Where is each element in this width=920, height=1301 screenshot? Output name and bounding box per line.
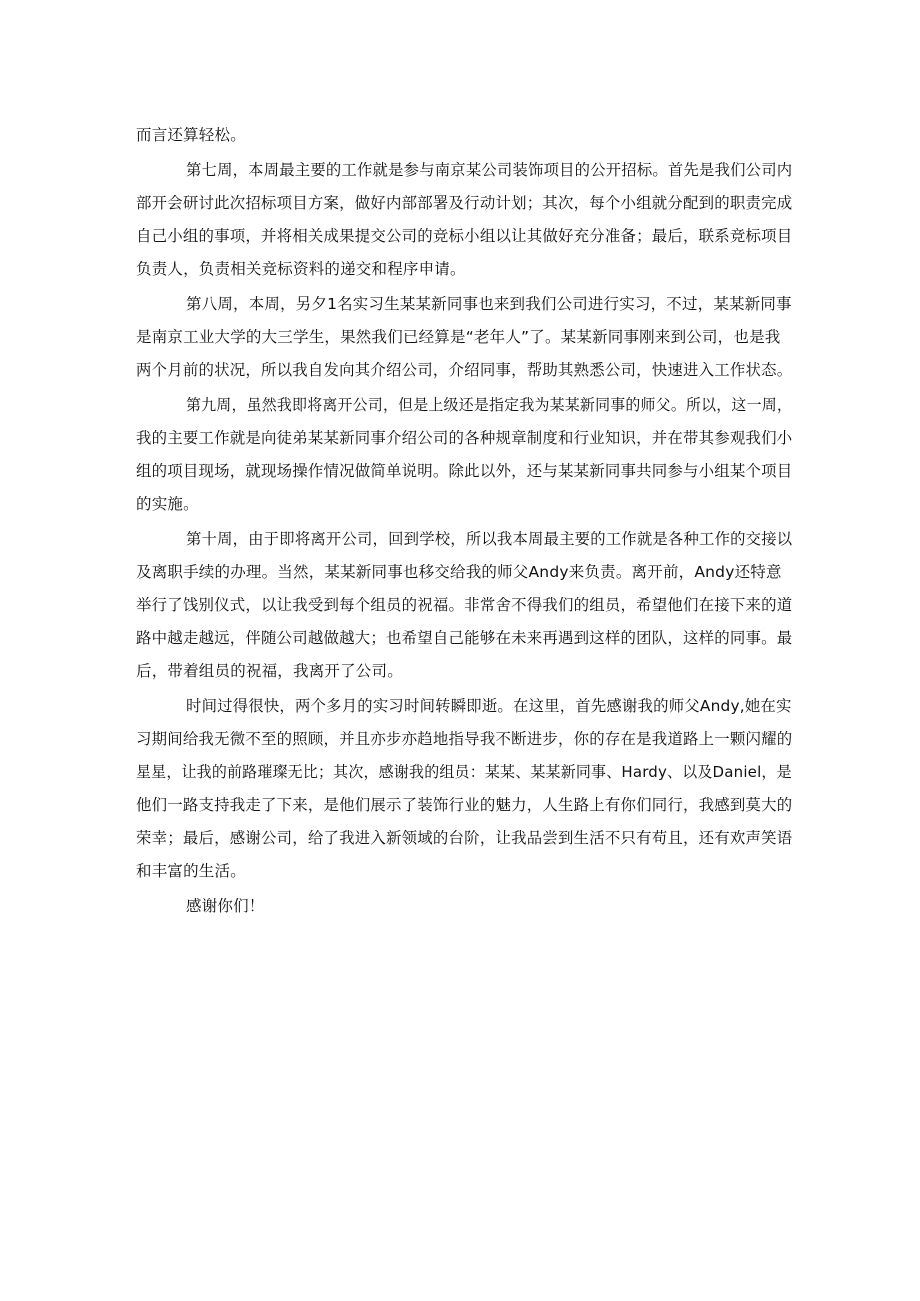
text-line: 习期间给我无微不至的照顾，并且亦步亦趋地指导我不断进步，你的存在是我道路上一颗闪耀的 [136,730,793,748]
text-line: 第八周，本周，另夕1名实习生某某新同事也来到我们公司进行实习，不过，某某新同事 [186,295,792,313]
text-line: 第九周，虽然我即将离开公司，但是上级还是指定我为某某新同事的师父。所以，这一周， [186,396,793,414]
text-line: 两个月前的状况，所以我自发向其介绍公司，介绍同事，帮助其熟悉公司，快速进入工作状态。 [136,361,793,379]
text-line: 他们一路支持我走了下来，是他们展示了装饰行业的魅力，人生路上有你们同行，我感到莫大的 [136,796,793,814]
text-line: 的实施。 [136,495,199,513]
text-line: 后，带着组员的祝福，我离开了公司。 [136,662,403,680]
text-line: 负责人，负责相关竞标资料的递交和程序申请。 [136,260,466,278]
text-line: 举行了饯别仪式，以让我受到每个组员的祝福。非常舍不得我们的组员，希望他们在接下来的道 [136,596,793,614]
text-line: 组的项目现场，就现场操作情况做简单说明。除此以外，还与某某新同事共同参与小组某个项目 [136,462,793,480]
text-line: 我的主要工作就是向徒弟某某新同事介绍公司的各种规章制度和行业知识，并在带其参观我们小 [136,429,793,447]
text-line: 星星，让我的前路璀璨无比；其次，感谢我的组员：某某、某某新同事、Hardy、以及Daniel，是 [136,763,792,781]
text-line: 和丰富的生活。 [136,862,246,880]
text-line: 第七周，本周最主要的工作就是参与南京某公司装饰项目的公开招标。首先是我们公司内 [186,161,793,179]
text-line: 荣幸；最后，感谢公司，给了我进入新领域的台阶，让我品尝到生活不只有苟且，还有欢声笑语 [136,829,793,847]
text-line: 自己小组的事项，并将相关成果提交公司的竞标小组以让其做好充分准备；最后，联系竞标项目 [136,227,793,245]
text-line: 路中越走越远，伴随公司越做越大；也希望自己能够在未来再遇到这样的团队，这样的同事。最 [136,629,793,647]
text-line: 而言还算轻松。 [136,126,246,144]
text-line: 时间过得很快，两个多月的实习时间转瞬即逝。在这里，首先感谢我的师父Andy,她在实 [186,697,792,715]
text-line: 第十周，由于即将离开公司，回到学校，所以我本周最主要的工作就是各种工作的交接以 [186,530,793,548]
text-line: 感谢你们！ [186,897,265,915]
text-line: 及离职手续的办理。当然，某某新同事也移交给我的师父Andy来负责。离开前，Andy还特意 [136,563,782,581]
text-line: 部开会研讨此次招标项目方案，做好内部部署及行动计划；其次，每个小组就分配到的职责完成 [136,194,793,212]
text-line: 是南京工业大学的大三学生，果然我们已经算是“老年人”了。某某新同事刚来到公司，也是我 [136,328,781,346]
